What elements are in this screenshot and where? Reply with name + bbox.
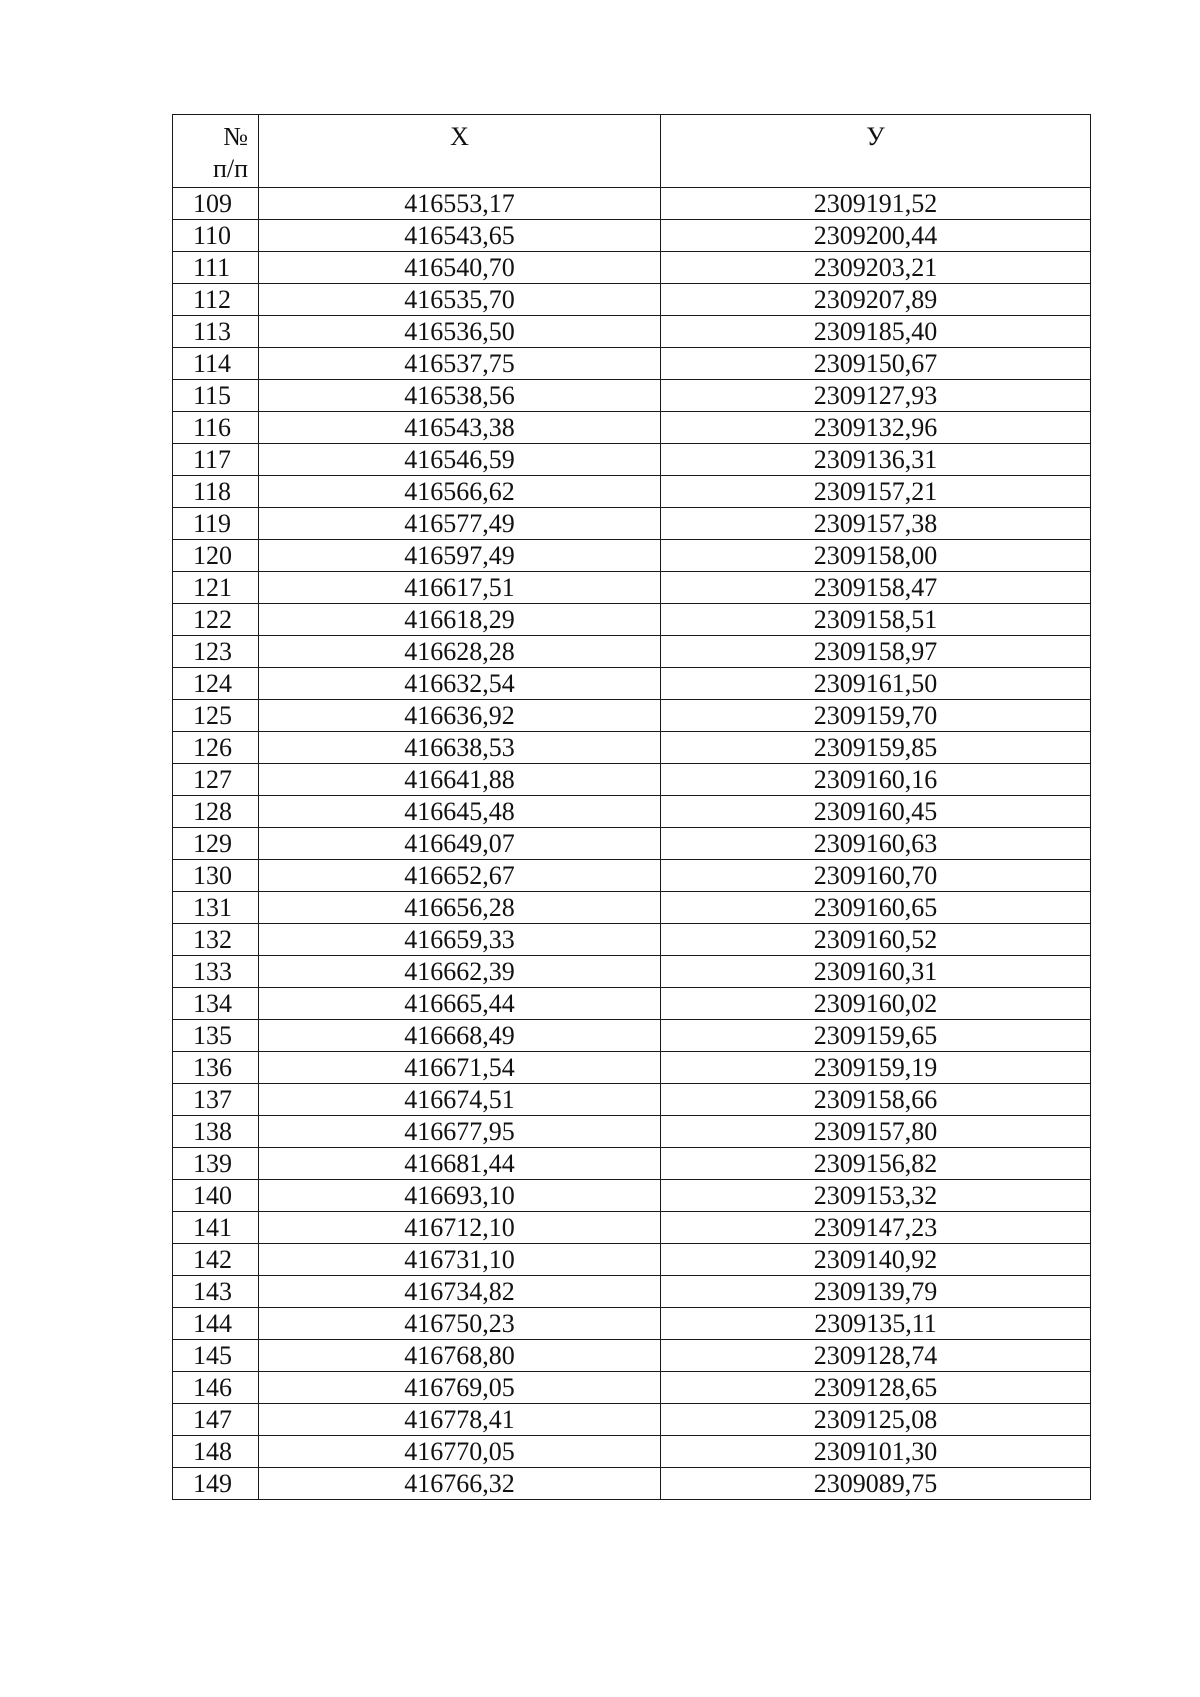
cell-x: 416617,51 (259, 572, 661, 604)
header-number-abbrev: п/п (212, 154, 248, 183)
table-row (173, 604, 1091, 636)
cell-x: 416712,10 (259, 1212, 661, 1244)
cell-x: 416535,70 (259, 284, 661, 316)
table-row (173, 380, 1091, 412)
cell-y: 2309147,23 (661, 1212, 1091, 1244)
cell-x: 416677,95 (259, 1116, 661, 1148)
cell-number: 132 (173, 924, 259, 956)
cell-y: 2309159,85 (661, 732, 1091, 764)
cell-number: 109 (173, 188, 259, 220)
cell-x: 416681,44 (259, 1148, 661, 1180)
cell-y: 2309160,31 (661, 956, 1091, 988)
table-header (173, 115, 1091, 188)
cell-number: 113 (173, 316, 259, 348)
cell-x: 416671,54 (259, 1052, 661, 1084)
cell-y: 2309159,65 (661, 1020, 1091, 1052)
table-row (173, 1052, 1091, 1084)
header-y-label: У (866, 122, 885, 151)
header-y (661, 115, 1091, 188)
table-row (173, 924, 1091, 956)
cell-x: 416770,05 (259, 1436, 661, 1468)
cell-y: 2309160,70 (661, 860, 1091, 892)
cell-number: 121 (173, 572, 259, 604)
cell-number: 115 (173, 380, 259, 412)
table-row (173, 316, 1091, 348)
table-row (173, 188, 1091, 220)
cell-number: 123 (173, 636, 259, 668)
cell-y: 2309139,79 (661, 1276, 1091, 1308)
table-row (173, 1084, 1091, 1116)
cell-y: 2309128,74 (661, 1340, 1091, 1372)
table-row (173, 828, 1091, 860)
table-row (173, 540, 1091, 572)
cell-y: 2309157,80 (661, 1116, 1091, 1148)
cell-number: 117 (173, 444, 259, 476)
table-row (173, 220, 1091, 252)
cell-x: 416649,07 (259, 828, 661, 860)
cell-y: 2309158,97 (661, 636, 1091, 668)
cell-number: 145 (173, 1340, 259, 1372)
cell-x: 416538,56 (259, 380, 661, 412)
cell-number: 148 (173, 1436, 259, 1468)
cell-y: 2309156,82 (661, 1148, 1091, 1180)
table-row (173, 1020, 1091, 1052)
cell-y: 2309157,38 (661, 508, 1091, 540)
cell-number: 131 (173, 892, 259, 924)
table-row (173, 1372, 1091, 1404)
cell-x: 416566,62 (259, 476, 661, 508)
cell-x: 416536,50 (259, 316, 661, 348)
cell-x: 416750,23 (259, 1308, 661, 1340)
cell-x: 416636,92 (259, 700, 661, 732)
cell-x: 416553,17 (259, 188, 661, 220)
cell-y: 2309200,44 (661, 220, 1091, 252)
cell-y: 2309135,11 (661, 1308, 1091, 1340)
table-row (173, 1116, 1091, 1148)
table-row (173, 572, 1091, 604)
cell-y: 2309160,16 (661, 764, 1091, 796)
cell-number: 116 (173, 412, 259, 444)
cell-x: 416638,53 (259, 732, 661, 764)
table-row (173, 1404, 1091, 1436)
table-row (173, 348, 1091, 380)
cell-y: 2309150,67 (661, 348, 1091, 380)
cell-y: 2309207,89 (661, 284, 1091, 316)
table-row (173, 956, 1091, 988)
cell-number: 136 (173, 1052, 259, 1084)
cell-y: 2309158,00 (661, 540, 1091, 572)
table-row (173, 1148, 1091, 1180)
cell-number: 120 (173, 540, 259, 572)
cell-y: 2309158,66 (661, 1084, 1091, 1116)
cell-number: 126 (173, 732, 259, 764)
table-row (173, 1276, 1091, 1308)
cell-y: 2309160,65 (661, 892, 1091, 924)
table-row (173, 412, 1091, 444)
cell-number: 138 (173, 1116, 259, 1148)
header-number-symbol: № (223, 122, 248, 151)
cell-x: 416546,59 (259, 444, 661, 476)
cell-number: 111 (173, 252, 259, 284)
cell-number: 122 (173, 604, 259, 636)
cell-x: 416674,51 (259, 1084, 661, 1116)
cell-x: 416731,10 (259, 1244, 661, 1276)
cell-number: 124 (173, 668, 259, 700)
cell-x: 416668,49 (259, 1020, 661, 1052)
cell-x: 416641,88 (259, 764, 661, 796)
coordinates-table (172, 114, 1091, 1500)
cell-x: 416597,49 (259, 540, 661, 572)
cell-number: 144 (173, 1308, 259, 1340)
cell-x: 416656,28 (259, 892, 661, 924)
cell-y: 2309160,63 (661, 828, 1091, 860)
table-body (173, 188, 1091, 1500)
cell-number: 135 (173, 1020, 259, 1052)
header-number (173, 115, 259, 188)
table-row (173, 892, 1091, 924)
cell-y: 2309160,52 (661, 924, 1091, 956)
header-x (259, 115, 661, 188)
cell-number: 146 (173, 1372, 259, 1404)
cell-y: 2309132,96 (661, 412, 1091, 444)
table-row (173, 764, 1091, 796)
cell-number: 110 (173, 220, 259, 252)
cell-y: 2309159,70 (661, 700, 1091, 732)
table-row (173, 636, 1091, 668)
cell-number: 119 (173, 508, 259, 540)
table-row (173, 796, 1091, 828)
table-row (173, 1340, 1091, 1372)
table-row (173, 1244, 1091, 1276)
cell-number: 125 (173, 700, 259, 732)
header-row (173, 115, 1091, 188)
cell-y: 2309140,92 (661, 1244, 1091, 1276)
table-row (173, 700, 1091, 732)
table-row (173, 1180, 1091, 1212)
table-row (173, 252, 1091, 284)
cell-y: 2309185,40 (661, 316, 1091, 348)
table-row (173, 476, 1091, 508)
cell-number: 112 (173, 284, 259, 316)
cell-y: 2309161,50 (661, 668, 1091, 700)
cell-y: 2309160,45 (661, 796, 1091, 828)
cell-y: 2309125,08 (661, 1404, 1091, 1436)
cell-x: 416577,49 (259, 508, 661, 540)
table-row (173, 988, 1091, 1020)
cell-x: 416734,82 (259, 1276, 661, 1308)
cell-x: 416543,65 (259, 220, 661, 252)
table-row (173, 444, 1091, 476)
cell-x: 416543,38 (259, 412, 661, 444)
header-x-label: Х (450, 122, 469, 151)
table-row (173, 1308, 1091, 1340)
cell-x: 416778,41 (259, 1404, 661, 1436)
cell-number: 142 (173, 1244, 259, 1276)
table-row (173, 508, 1091, 540)
cell-x: 416766,32 (259, 1468, 661, 1500)
cell-y: 2309128,65 (661, 1372, 1091, 1404)
cell-x: 416693,10 (259, 1180, 661, 1212)
cell-number: 130 (173, 860, 259, 892)
cell-number: 137 (173, 1084, 259, 1116)
cell-number: 133 (173, 956, 259, 988)
cell-x: 416537,75 (259, 348, 661, 380)
cell-number: 127 (173, 764, 259, 796)
cell-y: 2309127,93 (661, 380, 1091, 412)
cell-x: 416665,44 (259, 988, 661, 1020)
table-row (173, 1212, 1091, 1244)
cell-x: 416628,28 (259, 636, 661, 668)
cell-y: 2309153,32 (661, 1180, 1091, 1212)
cell-x: 416662,39 (259, 956, 661, 988)
table-row (173, 860, 1091, 892)
cell-y: 2309159,19 (661, 1052, 1091, 1084)
cell-number: 141 (173, 1212, 259, 1244)
table-row (173, 668, 1091, 700)
cell-number: 147 (173, 1404, 259, 1436)
cell-x: 416768,80 (259, 1340, 661, 1372)
cell-x: 416659,33 (259, 924, 661, 956)
cell-number: 149 (173, 1468, 259, 1500)
cell-y: 2309101,30 (661, 1436, 1091, 1468)
cell-number: 114 (173, 348, 259, 380)
cell-number: 140 (173, 1180, 259, 1212)
cell-y: 2309160,02 (661, 988, 1091, 1020)
cell-y: 2309158,47 (661, 572, 1091, 604)
cell-number: 128 (173, 796, 259, 828)
cell-number: 129 (173, 828, 259, 860)
cell-x: 416652,67 (259, 860, 661, 892)
cell-y: 2309157,21 (661, 476, 1091, 508)
cell-x: 416632,54 (259, 668, 661, 700)
table-row (173, 1436, 1091, 1468)
cell-y: 2309158,51 (661, 604, 1091, 636)
table-row (173, 1468, 1091, 1500)
cell-x: 416769,05 (259, 1372, 661, 1404)
cell-number: 118 (173, 476, 259, 508)
cell-x: 416618,29 (259, 604, 661, 636)
cell-y: 2309203,21 (661, 252, 1091, 284)
cell-number: 139 (173, 1148, 259, 1180)
cell-y: 2309136,31 (661, 444, 1091, 476)
table-row (173, 284, 1091, 316)
cell-number: 134 (173, 988, 259, 1020)
cell-y: 2309191,52 (661, 188, 1091, 220)
cell-x: 416645,48 (259, 796, 661, 828)
table-row (173, 732, 1091, 764)
cell-number: 143 (173, 1276, 259, 1308)
cell-y: 2309089,75 (661, 1468, 1091, 1500)
cell-x: 416540,70 (259, 252, 661, 284)
